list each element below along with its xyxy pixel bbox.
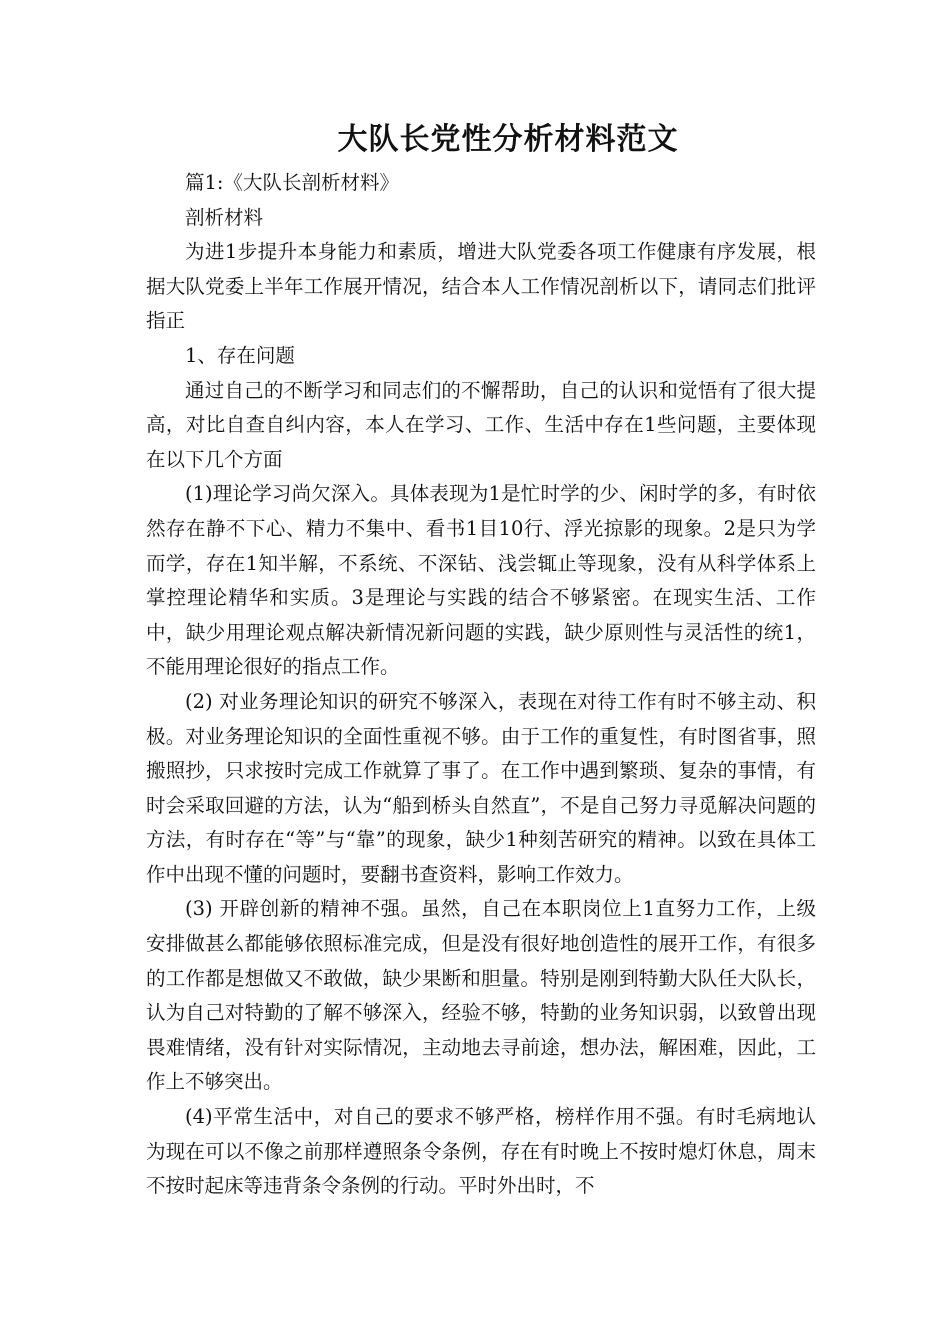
document-title: 大队长党性分析材料范文	[337, 122, 679, 157]
paragraph-section-heading: 1、存在问题	[185, 343, 295, 367]
paragraph-overview: 通过自己的不断学习和同志们的不懈帮助，自己的认识和觉悟有了很大提高，对比自查自纠内容，本人在学习、工作、生活中存在1些问题，主要体现在以下几个方面	[146, 378, 816, 471]
paragraph-subtitle: 剖析材料	[185, 205, 264, 229]
paragraph-part-heading: 篇1:《大队长剖析材料》	[185, 171, 399, 194]
document-page	[146, 118, 816, 1204]
paragraph-item-2: (2) 对业务理论知识的研究不够深入，表现在对待工作有时不够主动、积极。对业务理论知识的全面性重视不够。由于工作的重复性，有时图省事，照搬照抄，只求按时完成工作就算了事了。在工作中遇到繁琐、复杂的事情，有时会采取回避的方法，认为“船到桥头自然直”，不是自己努力寻觅解决问题的方法，有时存在“等”与“靠”的现象，缺少1种刻苦研究的精神。以致在具体工作中出现不懂的问题时，要翻书查资料，影响工作效力。	[146, 689, 816, 886]
paragraph-intro: 为进1步提升本身能力和素质，增进大队党委各项工作健康有序发展，根据大队党委上半年工作展开情况，结合本人工作情况剖析以下，请同志们批评指正	[146, 240, 816, 333]
paragraph-item-1: (1)理论学习尚欠深入。具体表现为1是忙时学的少、闲时学的多，有时依然存在静不下心、精力不集中、看书1目10行、浮光掠影的现象。2是只为学而学，存在1知半解，不系统、不深钻、浅尝辄止等现象，没有从科学体系上掌控理论精华和实质。3是理论与实践的结合不够紧密。在现实生活、工作中，缺少用理论观点解决新情况新问题的实践，缺少原则性与灵活性的统1，不能用理论很好的指点工作。	[146, 482, 816, 679]
paragraph-item-4: (4)平常生活中，对自己的要求不够严格，榜样作用不强。有时毛病地认为现在可以不像之前那样遵照条令条例，存在有时晚上不按时熄灯休息，周末不按时起床等违背条令条例的行动。平时外出时，不	[146, 1105, 816, 1198]
paragraph-item-3: (3) 开辟创新的精神不强。虽然，自己在本职岗位上1直努力工作，上级安排做甚么都能够依照标准完成，但是没有很好地创造性的展开工作，有很多的工作都是想做又不敢做，缺少果断和胆量。特别是刚到特勤大队任大队长，认为自己对特勤的了解不够深入，经验不够，特勤的业务知识弱，以致曾出现畏难情绪，没有针对实际情况，主动地去寻前途，想办法，解困难，因此，工作上不够突出。	[146, 897, 816, 1094]
